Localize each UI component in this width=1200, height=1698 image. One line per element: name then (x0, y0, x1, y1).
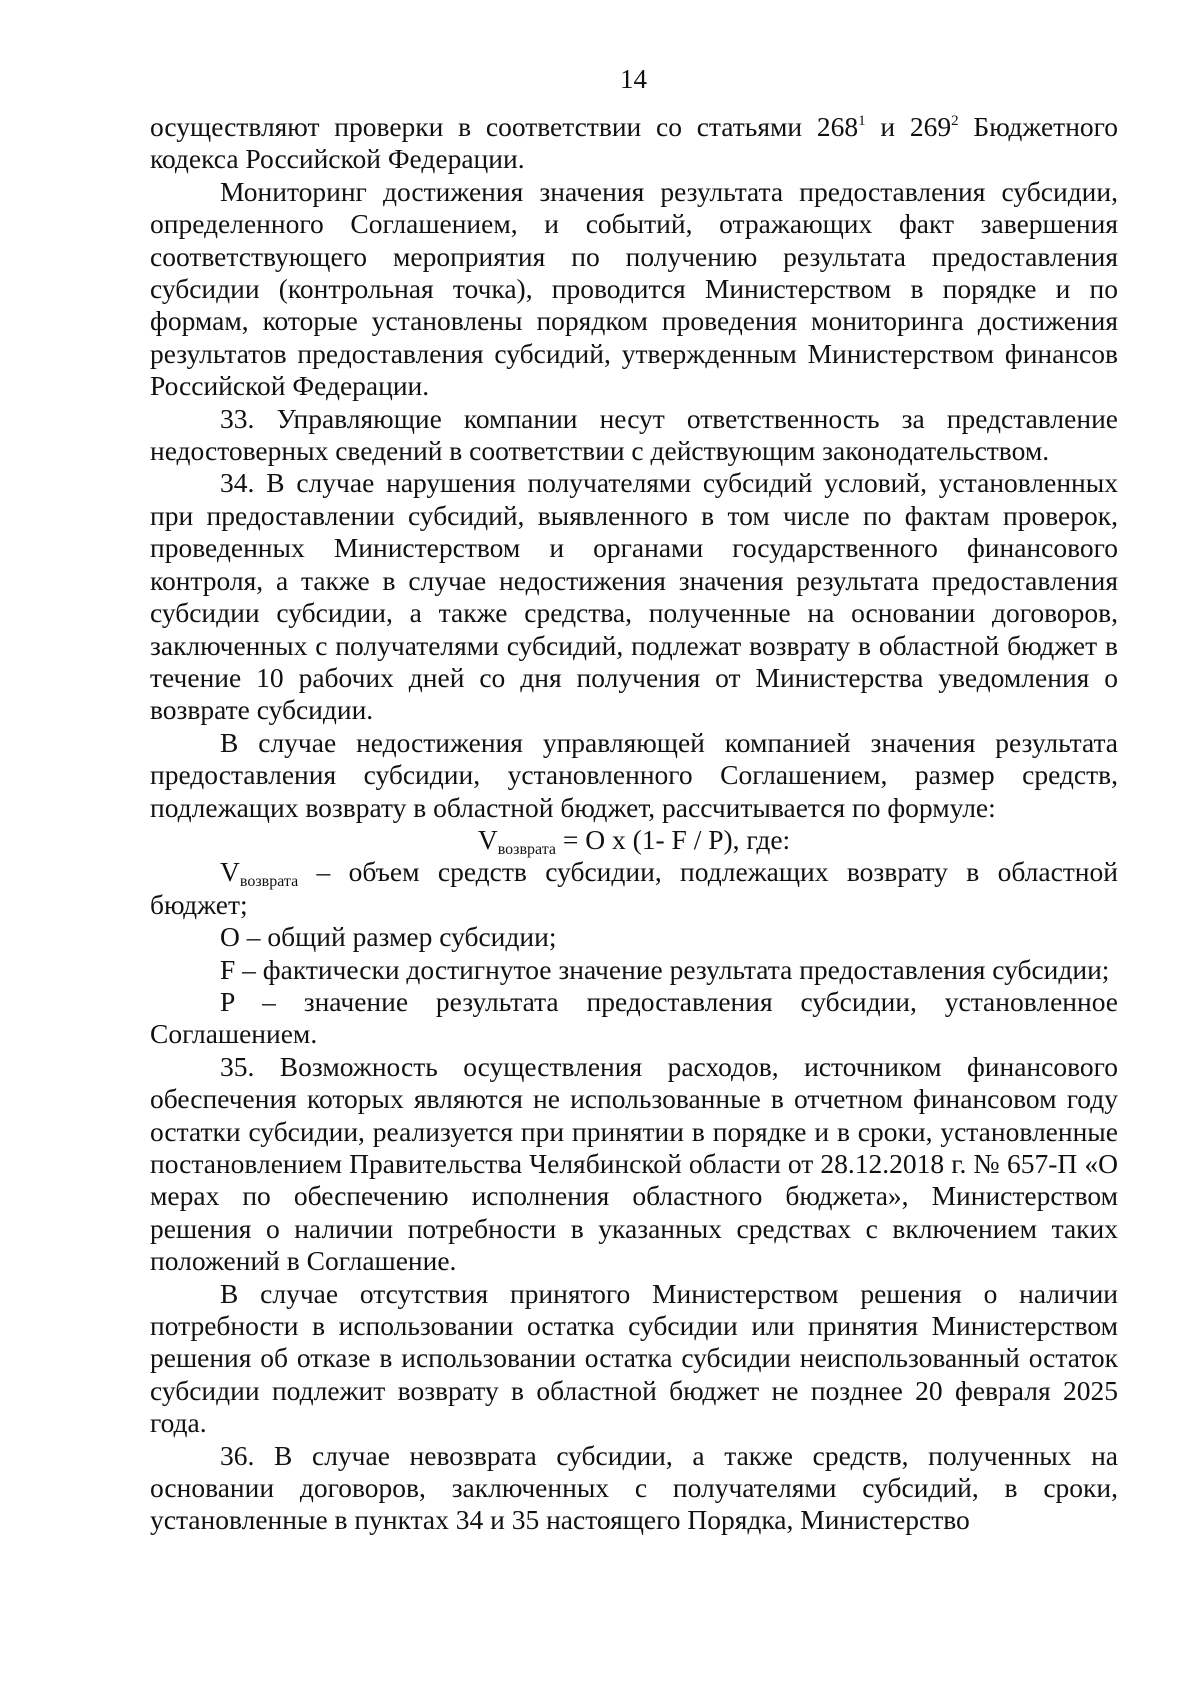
formula-symbol: V (477, 823, 498, 855)
paragraph-text: осуществляют проверки в соответствии со статьями 268 (150, 111, 859, 142)
paragraph-text: и 269 (865, 111, 952, 142)
paragraph-monitoring: Мониторинг достижения значения результата предоставления субсидии, определенного Соглашением, и событий, отражающих факт завершения соответствующего мероприятия по получению результата предоставления субсидии (контрольная точка), проводится Министерством в порядке и по формам, которые установлены порядком проведения мониторинга достижения результатов предоставления субсидий, утвержденным Министерством финансов Российской Федерации. (150, 175, 1118, 402)
superscript: 2 (951, 113, 959, 129)
definition-subscript: возврата (239, 873, 299, 891)
paragraph-text: Бюджетного кодекса Российской Федерации. (150, 111, 1119, 175)
formula-subscript: возврата (497, 840, 556, 858)
page-number: 14 (620, 64, 647, 94)
paragraph-35: 35. Возможность осуществления расходов, источником финансового обеспечения которых являются не использованные в отчетном финансовом году остатки субсидии, реализуется при принятии в порядке и в сроки, установленные постановлением Правительства Челябинской области от 28.12.2018 г. № 657-П «О мерах по обеспечению исполнения областного бюджета», Министерством решения о наличии потребности в указанных средствах с включением таких положений в Соглашение. (150, 1050, 1118, 1277)
paragraph-formula-intro: В случае недостижения управляющей компанией значения результата предоставления субсидии, установленного Соглашением, размер средств, подлежащих возврату в областной бюджет, рассчитывается по формуле: (150, 726, 1118, 823)
definition-o: O – общий размер субсидии; (220, 921, 557, 953)
paragraph-34: 34. В случае нарушения получателями субсидий условий, установленных при предоставлении субсидий, выявленного в том числе по фактам проверок, проведенных Министерством и органами государственного финансового контроля, а также в случае недостижения значения результата предоставления субсидии субсидии, а также средства, полученные на основании договоров, заключенных с получателями субсидий, подлежат возврату в областной бюджет в течение 10 рабочих дней со дня получения от Министерства уведомления о возврате субсидии. (150, 467, 1118, 726)
formula-expression: = O x (1- F / P), где: (555, 823, 791, 855)
superscript: 1 (858, 113, 866, 129)
paragraph-continuation (150, 111, 1118, 176)
definition-symbol: V (220, 856, 240, 888)
formula (150, 824, 1118, 856)
paragraph-33: 33. Управляющие компании несут ответственность за представление недостоверных сведений в соответствии с действующим законодательством. (150, 402, 1118, 467)
definition-v (150, 856, 1118, 921)
paragraph-36: 36. В случае невозврата субсидии, а также средств, полученных на основании договоров, заключенных с получателями субсидий, в сроки, установленные в пунктах 34 и 35 настоящего Порядка, Министерство (150, 1439, 1118, 1536)
paragraph-remainder-return: В случае отсутствия принятого Министерством решения о наличии потребности в использовании остатка субсидии или принятия Министерством решения об отказе в использовании остатка субсидии неиспользованный остаток субсидии подлежит возврату в областной бюджет не позднее 20 февраля 2025 года. (150, 1277, 1118, 1439)
definition-f: F – фактически достигнутое значение результата предоставления субсидии; (220, 953, 1110, 985)
definition-p: P – значение результата предоставления субсидии, установленное Соглашением. (150, 985, 1118, 1050)
document-body (150, 111, 1118, 1537)
definition-text: – объем средств субсидии, подлежащих возврату в областной бюджет; (150, 856, 1118, 920)
